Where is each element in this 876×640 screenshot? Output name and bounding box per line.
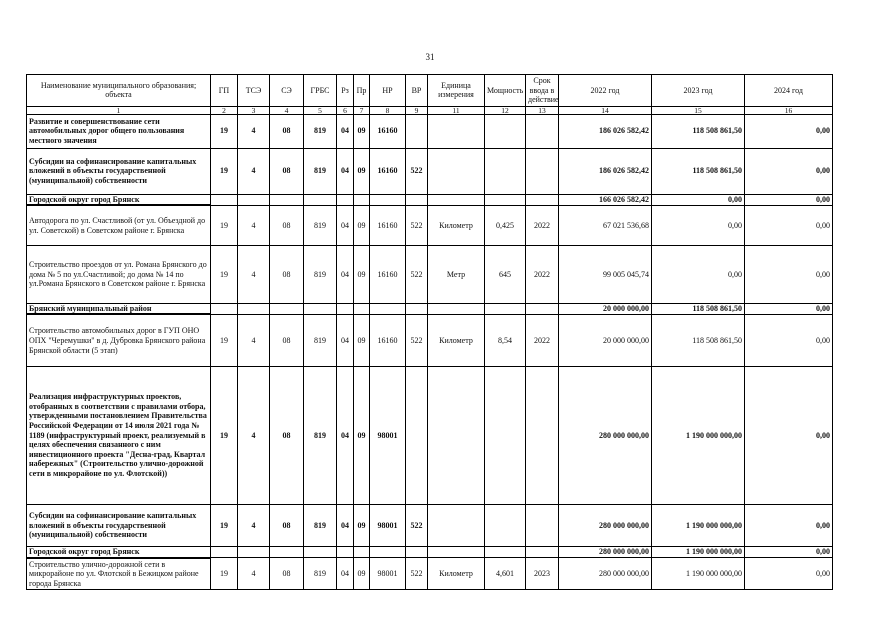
cell-name: Субсидии на софинансирование капитальных вложений в объекты государственной (муниципальной) собственности bbox=[27, 148, 211, 194]
cell-deadline bbox=[526, 504, 559, 546]
cell-y2023: 0,00 bbox=[652, 245, 745, 303]
cell-y2023: 0,00 bbox=[652, 194, 745, 205]
cell-power bbox=[485, 504, 526, 546]
cell-y2023: 1 190 000 000,00 bbox=[652, 546, 745, 557]
header-nr: НР bbox=[370, 75, 406, 107]
cell-unit bbox=[428, 546, 485, 557]
cell-unit bbox=[428, 148, 485, 194]
cell-y2022: 186 026 582,42 bbox=[559, 148, 652, 194]
cell-tse: 4 bbox=[238, 558, 270, 590]
cell-deadline: 2022 bbox=[526, 245, 559, 303]
cell-grbs: 819 bbox=[304, 205, 337, 245]
cell-grbs: 819 bbox=[304, 366, 337, 504]
cell-se bbox=[270, 546, 304, 557]
cell-grbs bbox=[304, 303, 337, 314]
table-row bbox=[27, 504, 833, 546]
cell-y2024: 0,00 bbox=[745, 114, 833, 148]
cell-y2024: 0,00 bbox=[745, 194, 833, 205]
header-2024: 2024 год bbox=[745, 75, 833, 107]
cell-vr: 522 bbox=[406, 245, 428, 303]
cell-rz bbox=[337, 303, 354, 314]
cell-nr bbox=[370, 303, 406, 314]
cell-se: 08 bbox=[270, 504, 304, 546]
cell-vr: 522 bbox=[406, 314, 428, 366]
cell-power bbox=[485, 194, 526, 205]
header-2023: 2023 год bbox=[652, 75, 745, 107]
cell-nr: 16160 bbox=[370, 114, 406, 148]
table-row bbox=[27, 205, 833, 245]
cell-gp: 19 bbox=[211, 314, 238, 366]
cell-vr: 522 bbox=[406, 504, 428, 546]
cell-name: Реализация инфраструктурных проектов, отобранных в соответствии с правилами отбора, утвержденными постановлением Правительства Российской Федерации от 14 июля 2021 года № 1189 (инфраструктурный проект, реализуемый в целях обеспечения связанного с ним инвестиционного проекта "Десна-град, Квартал набережных" (Строительство улично-дорожной сети в микрорайоне по ул. Флотской)) bbox=[27, 366, 211, 504]
cell-vr bbox=[406, 303, 428, 314]
cell-nr: 16160 bbox=[370, 205, 406, 245]
column-number: 15 bbox=[652, 106, 745, 114]
cell-power bbox=[485, 148, 526, 194]
cell-y2024: 0,00 bbox=[745, 148, 833, 194]
column-number-row bbox=[27, 106, 833, 114]
cell-y2024: 0,00 bbox=[745, 205, 833, 245]
header-se: СЭ bbox=[270, 75, 304, 107]
header-rz: Рз bbox=[337, 75, 354, 107]
cell-grbs bbox=[304, 546, 337, 557]
cell-gp bbox=[211, 303, 238, 314]
cell-y2024: 0,00 bbox=[745, 558, 833, 590]
cell-grbs: 819 bbox=[304, 558, 337, 590]
cell-name: Субсидии на софинансирование капитальных вложений в объекты государственной (муниципальной) собственности bbox=[27, 504, 211, 546]
cell-name: Городской округ город Брянск bbox=[27, 546, 211, 557]
cell-deadline bbox=[526, 114, 559, 148]
cell-tse: 4 bbox=[238, 114, 270, 148]
cell-y2022: 20 000 000,00 bbox=[559, 303, 652, 314]
cell-pr bbox=[354, 303, 370, 314]
cell-grbs: 819 bbox=[304, 504, 337, 546]
column-number: 3 bbox=[238, 106, 270, 114]
column-number: 16 bbox=[745, 106, 833, 114]
cell-power: 4,601 bbox=[485, 558, 526, 590]
cell-y2024: 0,00 bbox=[745, 504, 833, 546]
column-number: 5 bbox=[304, 106, 337, 114]
cell-rz: 04 bbox=[337, 504, 354, 546]
column-number: 13 bbox=[526, 106, 559, 114]
cell-y2022: 280 000 000,00 bbox=[559, 558, 652, 590]
column-number: 6 bbox=[337, 106, 354, 114]
cell-rz bbox=[337, 194, 354, 205]
cell-vr bbox=[406, 546, 428, 557]
cell-pr: 09 bbox=[354, 205, 370, 245]
column-number: 12 bbox=[485, 106, 526, 114]
cell-unit bbox=[428, 504, 485, 546]
cell-vr: 522 bbox=[406, 205, 428, 245]
cell-unit bbox=[428, 194, 485, 205]
cell-deadline: 2023 bbox=[526, 558, 559, 590]
cell-grbs: 819 bbox=[304, 314, 337, 366]
header-pr: Пр bbox=[354, 75, 370, 107]
cell-name: Автодорога по ул. Счастливой (от ул. Объездной до ул. Советской) в Советском районе г. Брянска bbox=[27, 205, 211, 245]
header-vr: ВР bbox=[406, 75, 428, 107]
cell-name: Брянский муниципальный район bbox=[27, 303, 211, 314]
column-number: 14 bbox=[559, 106, 652, 114]
cell-unit: Метр bbox=[428, 245, 485, 303]
cell-se: 08 bbox=[270, 148, 304, 194]
cell-gp: 19 bbox=[211, 205, 238, 245]
cell-gp: 19 bbox=[211, 148, 238, 194]
header-deadline: Срок ввода в действие bbox=[526, 75, 559, 107]
cell-vr bbox=[406, 114, 428, 148]
cell-y2022: 67 021 536,68 bbox=[559, 205, 652, 245]
cell-tse bbox=[238, 194, 270, 205]
cell-se: 08 bbox=[270, 366, 304, 504]
cell-power: 0,425 bbox=[485, 205, 526, 245]
cell-rz: 04 bbox=[337, 114, 354, 148]
cell-name: Строительство автомобильных дорог в ГУП ОНО ОПХ "Черемушки" в д. Дубровка Брянского района Брянской области (5 этап) bbox=[27, 314, 211, 366]
cell-power bbox=[485, 546, 526, 557]
cell-vr: 522 bbox=[406, 148, 428, 194]
cell-rz: 04 bbox=[337, 205, 354, 245]
header-row bbox=[27, 75, 833, 107]
column-number: 11 bbox=[428, 106, 485, 114]
cell-se: 08 bbox=[270, 314, 304, 366]
cell-nr bbox=[370, 546, 406, 557]
cell-pr: 09 bbox=[354, 558, 370, 590]
cell-pr: 09 bbox=[354, 366, 370, 504]
cell-grbs: 819 bbox=[304, 114, 337, 148]
header-tse: ТСЭ bbox=[238, 75, 270, 107]
cell-grbs bbox=[304, 194, 337, 205]
cell-y2023: 1 190 000 000,00 bbox=[652, 558, 745, 590]
cell-gp: 19 bbox=[211, 558, 238, 590]
cell-unit bbox=[428, 366, 485, 504]
cell-unit: Километр bbox=[428, 205, 485, 245]
cell-y2024: 0,00 bbox=[745, 303, 833, 314]
table-row bbox=[27, 245, 833, 303]
table-body bbox=[27, 114, 833, 590]
header-gp: ГП bbox=[211, 75, 238, 107]
column-number: 7 bbox=[354, 106, 370, 114]
cell-unit bbox=[428, 114, 485, 148]
cell-y2022: 166 026 582,42 bbox=[559, 194, 652, 205]
cell-tse bbox=[238, 303, 270, 314]
cell-y2022: 280 000 000,00 bbox=[559, 366, 652, 504]
cell-power bbox=[485, 303, 526, 314]
cell-name: Строительство проездов от ул. Романа Брянского до дома № 5 по ул.Счастливой; до дома № 14 по ул.Романа Брянского в Советском районе г. Брянска bbox=[27, 245, 211, 303]
cell-pr: 09 bbox=[354, 504, 370, 546]
cell-tse: 4 bbox=[238, 366, 270, 504]
cell-pr: 09 bbox=[354, 314, 370, 366]
cell-gp: 19 bbox=[211, 245, 238, 303]
cell-unit: Километр bbox=[428, 558, 485, 590]
cell-y2022: 280 000 000,00 bbox=[559, 546, 652, 557]
cell-deadline bbox=[526, 148, 559, 194]
cell-deadline: 2022 bbox=[526, 314, 559, 366]
cell-tse: 4 bbox=[238, 314, 270, 366]
cell-y2022: 20 000 000,00 bbox=[559, 314, 652, 366]
cell-pr: 09 bbox=[354, 114, 370, 148]
cell-y2024: 0,00 bbox=[745, 314, 833, 366]
cell-rz: 04 bbox=[337, 366, 354, 504]
cell-vr bbox=[406, 366, 428, 504]
table-row bbox=[27, 558, 833, 590]
cell-nr: 16160 bbox=[370, 314, 406, 366]
cell-tse: 4 bbox=[238, 148, 270, 194]
cell-deadline bbox=[526, 194, 559, 205]
column-number: 2 bbox=[211, 106, 238, 114]
cell-power: 8,54 bbox=[485, 314, 526, 366]
municipality-row bbox=[27, 303, 833, 314]
cell-name: Городской округ город Брянск bbox=[27, 194, 211, 205]
table-row bbox=[27, 366, 833, 504]
cell-y2023: 118 508 861,50 bbox=[652, 303, 745, 314]
cell-unit bbox=[428, 303, 485, 314]
cell-gp bbox=[211, 546, 238, 557]
cell-y2024: 0,00 bbox=[745, 546, 833, 557]
cell-pr: 09 bbox=[354, 148, 370, 194]
budget-table bbox=[26, 74, 833, 590]
cell-rz: 04 bbox=[337, 558, 354, 590]
cell-deadline bbox=[526, 546, 559, 557]
cell-rz bbox=[337, 546, 354, 557]
table-row bbox=[27, 148, 833, 194]
cell-rz: 04 bbox=[337, 314, 354, 366]
cell-y2023: 0,00 bbox=[652, 205, 745, 245]
cell-unit: Километр bbox=[428, 314, 485, 366]
cell-se: 08 bbox=[270, 245, 304, 303]
cell-vr: 522 bbox=[406, 558, 428, 590]
cell-nr: 98001 bbox=[370, 504, 406, 546]
cell-nr: 16160 bbox=[370, 148, 406, 194]
column-number: 8 bbox=[370, 106, 406, 114]
cell-gp bbox=[211, 194, 238, 205]
cell-nr: 98001 bbox=[370, 366, 406, 504]
header-grbs: ГРБС bbox=[304, 75, 337, 107]
cell-tse bbox=[238, 546, 270, 557]
cell-y2023: 1 190 000 000,00 bbox=[652, 504, 745, 546]
cell-se bbox=[270, 194, 304, 205]
cell-name: Развитие и совершенствование сети автомобильных дорог общего пользования местного значения bbox=[27, 114, 211, 148]
cell-vr bbox=[406, 194, 428, 205]
cell-power: 645 bbox=[485, 245, 526, 303]
cell-se: 08 bbox=[270, 205, 304, 245]
cell-nr bbox=[370, 194, 406, 205]
cell-se: 08 bbox=[270, 114, 304, 148]
cell-gp: 19 bbox=[211, 504, 238, 546]
cell-y2023: 118 508 861,50 bbox=[652, 148, 745, 194]
header-name: Наименование муниципального образования; объекта bbox=[27, 75, 211, 107]
cell-grbs: 819 bbox=[304, 148, 337, 194]
column-number: 4 bbox=[270, 106, 304, 114]
cell-deadline: 2022 bbox=[526, 205, 559, 245]
cell-tse: 4 bbox=[238, 205, 270, 245]
header-2022: 2022 год bbox=[559, 75, 652, 107]
cell-y2022: 99 005 045,74 bbox=[559, 245, 652, 303]
cell-rz: 04 bbox=[337, 245, 354, 303]
cell-pr bbox=[354, 546, 370, 557]
cell-gp: 19 bbox=[211, 366, 238, 504]
municipality-row bbox=[27, 194, 833, 205]
cell-y2023: 118 508 861,50 bbox=[652, 114, 745, 148]
table-row bbox=[27, 314, 833, 366]
cell-y2023: 118 508 861,50 bbox=[652, 314, 745, 366]
table-row bbox=[27, 114, 833, 148]
cell-se bbox=[270, 303, 304, 314]
cell-rz: 04 bbox=[337, 148, 354, 194]
column-number: 1 bbox=[27, 106, 211, 114]
cell-deadline bbox=[526, 366, 559, 504]
cell-se: 08 bbox=[270, 558, 304, 590]
cell-power bbox=[485, 114, 526, 148]
cell-y2024: 0,00 bbox=[745, 245, 833, 303]
cell-name: Строительство улично-дорожной сети в микрорайоне по ул. Флотской в Бежицком районе города Брянска bbox=[27, 558, 211, 590]
cell-y2022: 186 026 582,42 bbox=[559, 114, 652, 148]
cell-y2023: 1 190 000 000,00 bbox=[652, 366, 745, 504]
cell-tse: 4 bbox=[238, 245, 270, 303]
cell-grbs: 819 bbox=[304, 245, 337, 303]
municipality-row bbox=[27, 546, 833, 557]
cell-tse: 4 bbox=[238, 504, 270, 546]
header-power: Мощность bbox=[485, 75, 526, 107]
cell-pr bbox=[354, 194, 370, 205]
cell-nr: 98001 bbox=[370, 558, 406, 590]
column-number: 9 bbox=[406, 106, 428, 114]
cell-deadline bbox=[526, 303, 559, 314]
cell-gp: 19 bbox=[211, 114, 238, 148]
cell-y2024: 0,00 bbox=[745, 366, 833, 504]
cell-pr: 09 bbox=[354, 245, 370, 303]
header-unit: Единица измерения bbox=[428, 75, 485, 107]
cell-nr: 16160 bbox=[370, 245, 406, 303]
cell-y2022: 280 000 000,00 bbox=[559, 504, 652, 546]
cell-power bbox=[485, 366, 526, 504]
page-number: 31 bbox=[425, 52, 435, 62]
